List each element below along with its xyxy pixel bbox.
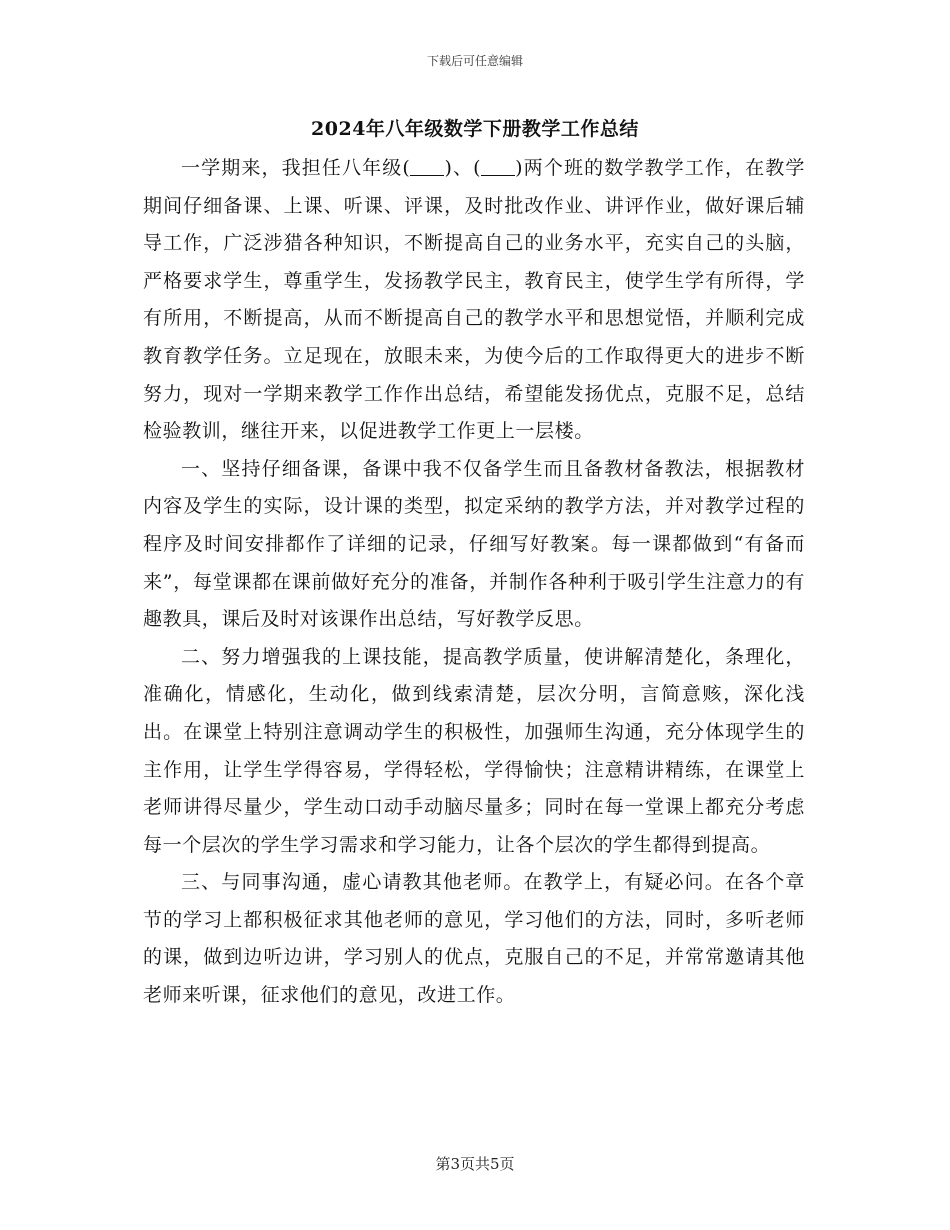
page-number: 第3页共5页	[435, 1155, 515, 1173]
intro-text-start: 一学期来，我担任八年级(	[181, 157, 411, 179]
intro-text-end: )两个班的数学教学工作，在教学期间仔细备课、上课、听课、评课，及时批改作业、讲评作业，做好课后辅导工作，广泛涉猎各种知识，不断提高自己的业务水平，充实自己的头脑，严格要求学生，尊重学生，发扬教学民主，教育民主，使学生学有所得，学有所用，不断提高，从而不断提高自己的教学水平和思想觉悟，并顺利完成教育教学任务。立足现在，放眼未来，为使今后的工作取得更大的进步不断努力，现对一学期来教学工作作出总结，希望能发扬优点，克服不足，总结检验教训，继往开来，以促进教学工作更上一层楼。	[143, 157, 805, 443]
intro-paragraph	[143, 150, 805, 451]
section-three-paragraph: 三、与同事沟通，虚心请教其他老师。在教学上，有疑必问。在各个章节的学习上都积极征求其他老师的意见，学习他们的方法，同时，多听老师的课，做到边听边讲，学习别人的优点，克服自己的不足，并常常邀请其他老师来听课，征求他们的意见，改进工作。	[143, 871, 805, 1007]
document-body	[143, 150, 805, 1015]
class-blank-2	[481, 156, 515, 176]
page-header-note: 下载后可任意编辑	[426, 54, 523, 68]
section-two-paragraph: 二、努力增强我的上课技能，提高教学质量，使讲解清楚化，条理化，准确化，情感化，生动化，做到线索清楚，层次分明，言简意赅，深化浅出。在课堂上特别注意调动学生的积极性，加强师生沟通，充分体现学生的主作用，让学生学得容易，学得轻松，学得愉快；注意精讲精练，在课堂上老师讲得尽量少，学生动口动手动脑尽量多；同时在每一堂课上都充分考虑每一个层次的学生学习需求和学习能力，让各个层次的学生都得到提高。	[143, 645, 805, 856]
document-title: 2024年八年级数学下册教学工作总结	[311, 118, 639, 140]
intro-text-middle: )、(	[444, 157, 482, 179]
section-one-paragraph: 一、坚持仔细备课，备课中我不仅备学生而且备教材备教法，根据教材内容及学生的实际，设计课的类型，拟定采纳的教学方法，并对教学过程的程序及时间安排都作了详细的记录，仔细写好教案。每一课都做到“有备而来”，每堂课都在课前做好充分的准备，并制作各种利于吸引学生注意力的有趣教具，课后及时对该课作出总结，写好教学反思。	[143, 457, 805, 631]
class-blank-1	[410, 156, 444, 176]
